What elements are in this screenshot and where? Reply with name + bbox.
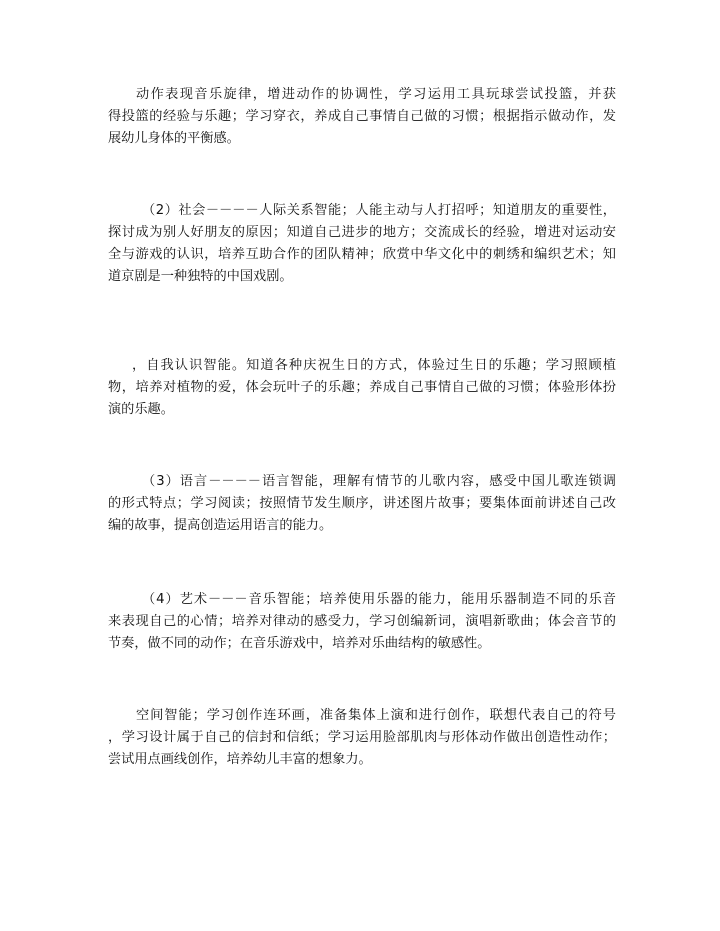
text-line: 全与游戏的认识，培养互助合作的团队精神；欣赏中华文化中的刺绣和编织艺术；知 [108, 247, 616, 262]
text-line: 探讨成为别人好朋友的原因；知道自己进步的地方；交流成长的经验，增进对运动安 [108, 225, 616, 240]
text-line: （2）社会－－－－人际关系智能；人能主动与人打招呼；知道朋友的重要性， [142, 203, 616, 218]
text-line: 物，培养对植物的爱，体会玩叶子的乐趣；养成自己事情自己做的习惯；体验形体扮 [108, 380, 616, 395]
paragraph-social [108, 200, 616, 288]
text-line: 动作表现音乐旋律，增进动作的协调性，学习运用工具玩球尝试投篮，并获 [136, 87, 616, 102]
text-line: 得投篮的经验与乐趣；学习穿衣，养成自己事情自己做的习惯；根据指示做动作，发 [108, 109, 616, 124]
text-line: ，学习设计属于自己的信封和信纸；学习运用脸部肌肉与形体动作做出创造性动作； [108, 730, 616, 745]
paragraph-motor-skills [108, 84, 616, 150]
text-line: 来表现自己的心情；培养对律动的感受力，学习创编新词，演唱新歌曲；体会音节的 [108, 614, 616, 629]
paragraph-language [108, 471, 616, 537]
text-line: 展幼儿身体的平衡感。 [108, 131, 240, 146]
text-line: 演的乐趣。 [108, 402, 174, 417]
text-line: 尝试用点画线创作，培养幼儿丰富的想象力。 [108, 752, 372, 767]
paragraph-self-awareness [108, 355, 616, 421]
text-line: （4）艺术－－－音乐智能；培养使用乐器的能力，能用乐器制造不同的乐音 [142, 592, 616, 607]
text-line: 空间智能；学习创作连环画，准备集体上演和进行创作，联想代表自己的符号 [136, 708, 616, 723]
text-line: 道京剧是一种独特的中国戏剧。 [108, 269, 293, 284]
paragraph-arts [108, 589, 616, 655]
text-line: ，自我认识智能。知道各种庆祝生日的方式，体验过生日的乐趣；学习照顾植 [132, 358, 616, 373]
paragraph-spatial [108, 705, 616, 771]
text-line: 的形式特点；学习阅读；按照情节发生顺序，讲述图片故事；要集体面前讲述自己改 [108, 496, 616, 511]
text-line: （3）语言－－－－语言智能，理解有情节的儿歌内容，感受中国儿歌连锁调 [142, 474, 616, 489]
text-line: 节奏，做不同的动作；在音乐游戏中，培养对乐曲结构的敏感性。 [108, 636, 491, 651]
text-line: 编的故事，提高创造运用语言的能力。 [108, 518, 333, 533]
